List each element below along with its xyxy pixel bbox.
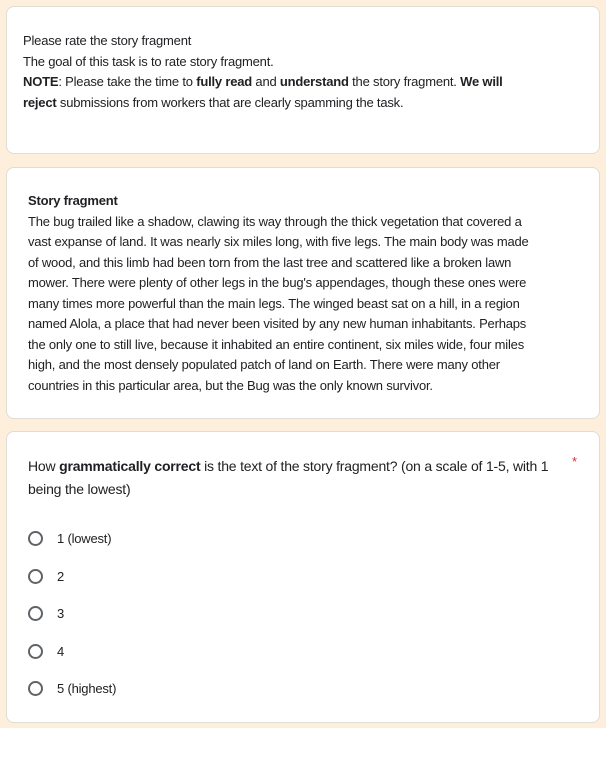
radio-option-4[interactable] [28, 633, 116, 671]
story-line: the only one to still live, because it inhabited an entire continent, six miles wide, four miles [28, 336, 525, 352]
note-text: : Please take the time to [58, 74, 197, 89]
story-line: of wood, and this limb had been torn from the last tree and scattered like a broken lawn [28, 254, 512, 270]
radio-circle-icon[interactable] [28, 681, 43, 696]
required-asterisk: * [571, 454, 577, 469]
story-card [6, 167, 600, 419]
instructions-goal: The goal of this task is to rate story fragment. [23, 53, 274, 69]
instructions-title: Please rate the story fragment [23, 33, 192, 48]
note-label: NOTE [23, 74, 59, 89]
grammar-question-card [6, 431, 600, 723]
instructions-card [6, 6, 600, 154]
option-label: 5 (highest) [57, 681, 117, 697]
option-label: 3 [57, 606, 65, 622]
radio-option-5[interactable] [28, 670, 116, 708]
story-heading: Story fragment [28, 193, 118, 208]
question-post: is the text of the story fragment? (on a scale of 1-5, with 1 being the lowest) [28, 458, 549, 497]
note-text: the story fragment. [348, 74, 461, 89]
note-bold: fully read [196, 74, 252, 89]
instructions-text [23, 31, 503, 113]
story-line: high, and the most densely populated patch of land on Earth. There were many other [28, 357, 500, 372]
story-line: The bug trailed like a shadow, clawing its way through the thick vegetation that covered a [28, 213, 522, 229]
question-pre: How [28, 458, 60, 474]
story-fragment [28, 191, 529, 396]
note-bold: reject [23, 94, 57, 110]
option-label: 4 [57, 643, 65, 659]
story-line: named Alola, a place that had never been visited by any new human inhabitants. Perhaps [28, 316, 527, 331]
radio-option-1[interactable] [28, 520, 116, 558]
story-line: countries in this particular area, but the Bug was the only known survivor. [28, 377, 433, 393]
radio-circle-icon[interactable] [28, 569, 43, 584]
radio-circle-icon[interactable] [28, 606, 43, 621]
story-line: vast expanse of land. It was nearly six miles long, with five legs. The main body was made [28, 234, 529, 249]
story-line: mower. There were plenty of other legs in the bug's appendages, though these ones were [28, 275, 527, 290]
note-text: and [252, 74, 280, 89]
question-text [28, 455, 558, 501]
note-bold: understand [279, 74, 349, 89]
note-bold: We will [460, 74, 503, 89]
note-text: submissions from workers that are clearly spamming the task. [56, 94, 404, 110]
radio-circle-icon[interactable] [28, 531, 43, 546]
story-line: many times more powerful than the main legs. The winged beast sat on a hill, in a region [28, 295, 520, 311]
instructions-note [23, 72, 503, 113]
radio-option-3[interactable] [28, 595, 116, 633]
question-bold: grammatically correct [59, 458, 201, 474]
radio-option-2[interactable] [28, 558, 116, 596]
radio-circle-icon[interactable] [28, 644, 43, 659]
option-label: 1 (lowest) [57, 531, 112, 547]
rating-radio-group [28, 520, 116, 708]
option-label: 2 [57, 568, 65, 584]
